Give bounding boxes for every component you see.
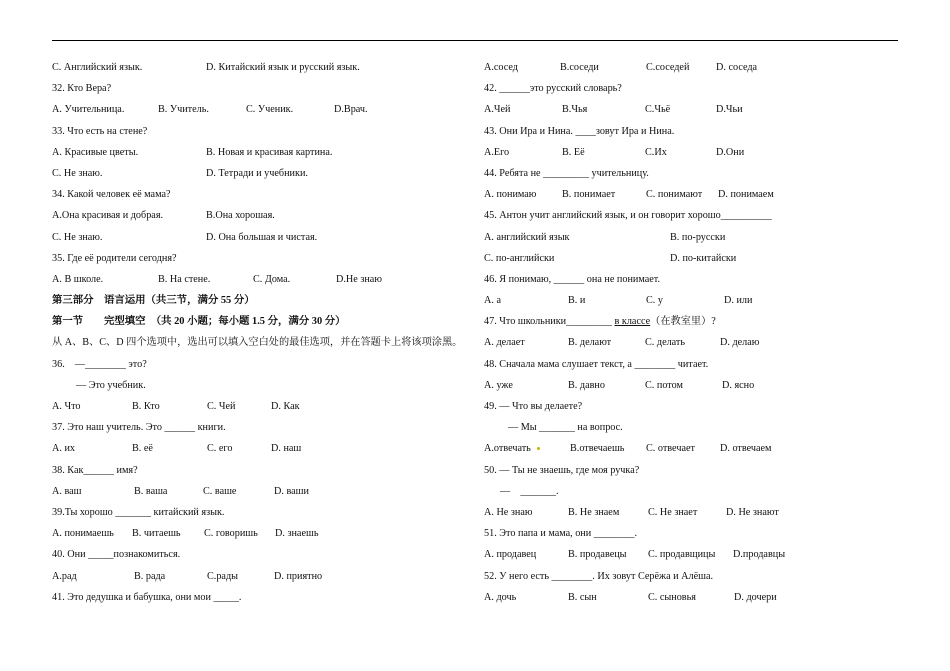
option-d: D. Китайский язык и русский язык.: [206, 62, 360, 73]
option-a: A.Чей: [484, 104, 511, 116]
option-d: D.Врач.: [334, 104, 368, 116]
question-45: 45. Антон учит английский язык, и он говорит хорошо__________: [484, 210, 772, 222]
option-b: B. её: [132, 443, 153, 455]
option-a: A. Учительница.: [52, 104, 125, 116]
question-45-options-cd: [484, 248, 898, 269]
question-31-options: [52, 57, 470, 78]
option-b: B. Кто: [132, 401, 160, 412]
option-d: D. или: [724, 295, 753, 307]
option-b: B. сын: [568, 591, 597, 603]
question-42-options: [484, 99, 898, 120]
option-d: D. соседа: [716, 62, 758, 73]
option-d: D. ваши: [274, 485, 309, 497]
option-a: A. ваш: [52, 485, 82, 497]
question-38-options: [52, 481, 470, 502]
option-b: B.Чья: [562, 104, 588, 116]
question-44: 44. Ребята не _________ учительницу.: [484, 167, 649, 179]
underlined-phrase: в классе: [614, 316, 651, 328]
option-b: B. давно: [568, 379, 605, 391]
option-c: C. отвечает: [646, 443, 695, 455]
question-43-options: [484, 142, 898, 163]
question-34: 34. Какой человек её мама?: [52, 189, 171, 201]
question-32-options: [52, 99, 470, 120]
question-46-options: [484, 290, 898, 311]
option-c: C. Ученик.: [246, 104, 294, 116]
option-b: B.Она хорошая.: [206, 210, 275, 222]
option-b: B. Её: [562, 146, 585, 158]
option-d: D. Не знают: [726, 506, 779, 518]
question-34-options-ab: [52, 205, 470, 226]
option-d: D. наш: [271, 443, 302, 455]
question-47-options: [484, 332, 898, 353]
option-b: B. На стене.: [158, 273, 211, 285]
option-c: C. ваше: [203, 485, 237, 497]
option-a: A. понимаешь: [52, 528, 114, 540]
option-d: D. знаешь: [275, 528, 319, 540]
left-column: [52, 57, 470, 608]
option-c: C. у: [646, 295, 663, 307]
question-49: 49. — Что вы делаете?: [484, 401, 583, 412]
question-37-options: [52, 438, 470, 459]
option-c: C. потом: [645, 379, 683, 391]
option-b: B. по-русски: [670, 231, 726, 243]
option-d: D.Чьи: [716, 104, 743, 116]
option-c: C. Не знает: [648, 506, 698, 518]
option-d: D. ясно: [722, 379, 755, 391]
option-b: B. Учитель.: [158, 104, 209, 116]
option-b: B.отвечаешь: [570, 443, 625, 455]
option-c: C. его: [207, 443, 233, 455]
option-c: C. сыновья: [648, 591, 696, 603]
option-a: A. английский язык: [484, 231, 570, 243]
option-c: C. Не знаю.: [52, 167, 103, 179]
question-48: 48. Сначала мама слушает текст, а ________ читает.: [484, 358, 709, 370]
option-b: B.соседи: [560, 62, 599, 73]
option-a: A.Его: [484, 146, 510, 158]
question-47-gloss: （在教室里）?: [650, 316, 716, 328]
option-a: A. Красивые цветы.: [52, 146, 139, 158]
option-d: D. дочери: [734, 591, 777, 603]
question-42: 42. ______это русский словарь?: [484, 83, 622, 95]
question-35: 35. Где её родители сегодня?: [52, 252, 177, 264]
option-d: D. приятно: [274, 570, 323, 582]
option-d: D.Не знаю: [336, 273, 382, 285]
option-c: C.соседей: [646, 62, 690, 73]
option-a: A. В школе.: [52, 273, 104, 285]
dot-mark-icon: [537, 447, 540, 450]
question-34-options-cd: [52, 227, 470, 248]
question-37: 37. Это наш учитель. Это ______ книги.: [52, 422, 226, 434]
option-a: A. делает: [484, 337, 525, 349]
question-43: 43. Они Ира и Нина. ____зовут Ира и Нина.: [484, 125, 675, 137]
option-d: D. Тетради и учебники.: [206, 167, 308, 179]
question-50-reply: — _______.: [500, 485, 559, 497]
option-b: B. Не знаем: [568, 506, 620, 518]
option-d: D.Они: [716, 146, 745, 158]
option-c: C. Чей: [207, 401, 236, 412]
option-c: C. продавщицы: [648, 549, 716, 561]
option-b: B. читаешь: [132, 528, 181, 540]
question-51: 51. Это папа и мама, они ________.: [484, 528, 638, 540]
question-44-options: [484, 184, 898, 205]
part-3-heading: 第三部分 语言运用（共三节，满分 55 分）: [52, 295, 255, 307]
question-39-options: [52, 523, 470, 544]
question-33-options-ab: [52, 142, 470, 163]
option-c: C. Не знаю.: [52, 231, 103, 243]
question-36-reply: — Это учебник.: [76, 379, 146, 391]
question-50-options: [484, 502, 898, 523]
question-52: 52. У него есть ________. Их зовут Серёжа и Алёша.: [484, 570, 714, 582]
instruction-text: 从 A、B、C、D 四个选项中，选出可以填入空白处的最佳选项，并在答题卡上将该项涂黑。: [52, 337, 463, 349]
option-c: C. Английский язык.: [52, 62, 143, 73]
section-1-heading: 第一节 完型填空 （共 20 小题；每小题 1.5 分，满分 30 分）: [52, 316, 346, 328]
question-33: 33. Что есть на стене?: [52, 125, 148, 137]
option-c: C.Чьё: [645, 104, 671, 116]
option-d: D. Как: [271, 401, 300, 412]
question-52-options: [484, 587, 898, 608]
question-38: 38. Как______ имя?: [52, 464, 138, 476]
top-rule: [52, 40, 898, 41]
option-a: A. Не знаю: [484, 506, 533, 518]
option-b: B. делают: [568, 337, 612, 349]
question-49-reply: — Мы _______ на вопрос.: [508, 422, 623, 434]
question-35-options: [52, 269, 470, 290]
question-48-options: [484, 375, 898, 396]
question-41-options: [484, 57, 898, 78]
question-41: 41. Это дедушка и бабушка, они мои _____.: [52, 591, 242, 603]
option-c: C. понимают: [646, 189, 703, 201]
option-b: B. понимает: [562, 189, 616, 201]
option-d: D. делаю: [720, 337, 760, 349]
option-a: A. их: [52, 443, 75, 455]
option-d: D.продавцы: [733, 549, 786, 561]
option-c: C. говоришь: [204, 528, 258, 540]
option-b: B. продавецы: [568, 549, 627, 561]
option-a: A.рад: [52, 570, 77, 582]
question-33-options-cd: [52, 163, 470, 184]
option-a: A. уже: [484, 379, 513, 391]
question-32: 32. Кто Вера?: [52, 83, 112, 95]
question-51-options: [484, 544, 898, 565]
option-a: [484, 438, 547, 459]
question-45-options-ab: [484, 227, 898, 248]
question-39: 39.Ты хорошо _______ китайский язык.: [52, 506, 225, 518]
question-40: 40. Они _____познакомиться.: [52, 549, 181, 561]
option-c: C. Дома.: [253, 273, 291, 285]
question-47: [484, 311, 898, 332]
option-a: A. а: [484, 295, 501, 307]
option-b: B. рада: [134, 570, 166, 582]
question-40-options: [52, 566, 470, 587]
option-c: C. по-английски: [484, 252, 555, 264]
right-column: [484, 57, 898, 608]
option-d: D. Она большая и чистая.: [206, 231, 318, 243]
option-a: A. дочь: [484, 591, 517, 603]
option-a-text: A.отвечать: [484, 443, 531, 455]
option-d: D. отвечаем: [720, 443, 772, 455]
question-36-options: [52, 396, 470, 417]
option-b: B. ваша: [134, 485, 168, 497]
question-49-options: [484, 438, 898, 459]
option-c: C.рады: [207, 570, 238, 582]
option-a: A.Она красивая и добрая.: [52, 210, 164, 222]
option-b: B. Новая и красивая картина.: [206, 146, 333, 158]
option-a: A. продавец: [484, 549, 537, 561]
option-d: D. понимаем: [718, 189, 774, 201]
option-a: A. Что: [52, 401, 81, 412]
question-50: 50. — Ты не знаешь, где моя ручка?: [484, 464, 640, 476]
option-c: C.Их: [645, 146, 667, 158]
option-d: D. по-китайски: [670, 252, 737, 264]
question-46: 46. Я понимаю, ______ она не понимает.: [484, 273, 661, 285]
option-b: B. и: [568, 295, 586, 307]
question-36: 36. —________ это?: [52, 358, 147, 370]
option-a: A.сосед: [484, 62, 518, 73]
question-47-text: 47. Что школьники_________: [484, 316, 615, 328]
option-c: C. делать: [645, 337, 686, 349]
option-a: A. понимаю: [484, 189, 537, 201]
